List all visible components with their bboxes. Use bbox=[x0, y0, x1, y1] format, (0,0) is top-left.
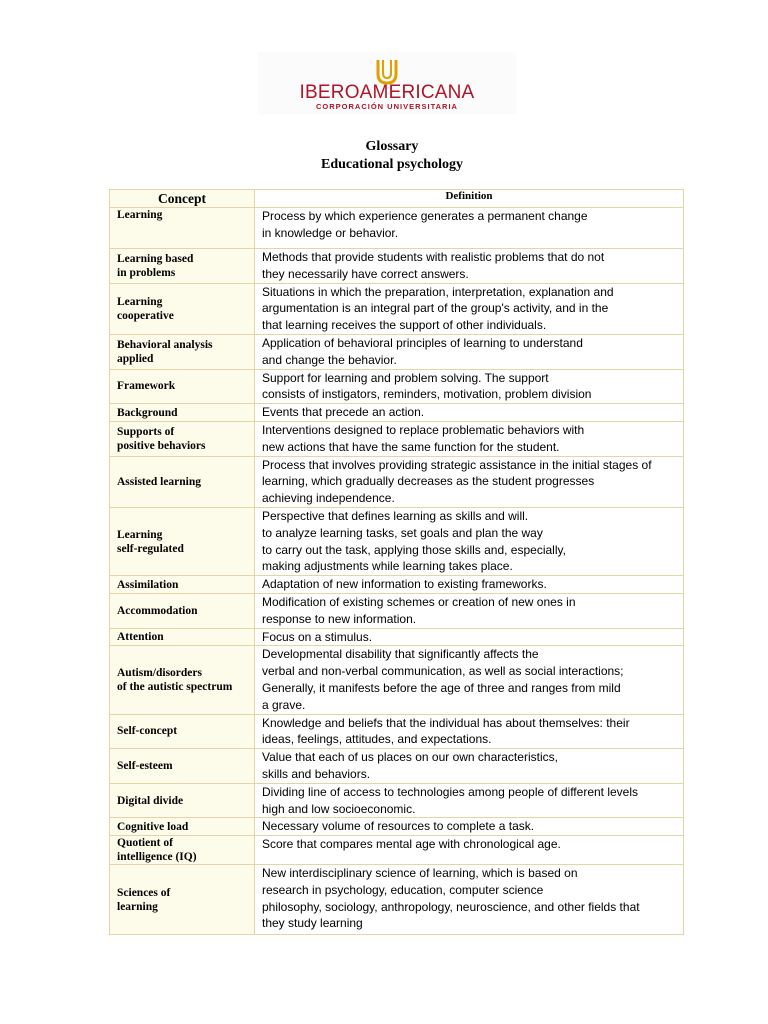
definition-cell bbox=[255, 749, 684, 784]
table-row bbox=[110, 369, 684, 404]
concept-line: Quotient of bbox=[117, 837, 173, 850]
table-row bbox=[110, 749, 684, 784]
definition-line: Events that precede an action. bbox=[262, 405, 425, 420]
concept-cell bbox=[110, 404, 255, 422]
table-row bbox=[110, 283, 684, 334]
definition-cell bbox=[255, 283, 684, 334]
definition-line: to analyze learning tasks, set goals and plan the way bbox=[262, 525, 543, 540]
definition-line: Support for learning and problem solving. The support bbox=[262, 370, 549, 385]
definition-line: a grave. bbox=[262, 697, 306, 712]
definition-cell bbox=[255, 576, 684, 594]
concept-line: Learning bbox=[117, 209, 163, 221]
definition-line: achieving independence. bbox=[262, 491, 395, 506]
table-row bbox=[110, 593, 684, 628]
definition-line: Generally, it manifests before the age of three and ranges from mild bbox=[262, 680, 621, 695]
definition-line: Interventions designed to replace problematic behaviors with bbox=[262, 422, 585, 437]
definition-cell bbox=[255, 456, 684, 507]
concept-line: Self-concept bbox=[117, 725, 178, 738]
table-row bbox=[110, 818, 684, 836]
concept-cell bbox=[110, 421, 255, 456]
concept-line: self-regulated bbox=[117, 542, 184, 555]
table-row bbox=[110, 249, 684, 284]
concept-line: Behavioral analysis bbox=[117, 338, 213, 351]
table-header-row bbox=[110, 190, 684, 208]
concept-cell bbox=[110, 818, 255, 836]
concept-cell bbox=[110, 749, 255, 784]
concept-cell bbox=[110, 456, 255, 507]
definition-cell bbox=[255, 593, 684, 628]
definition-cell bbox=[255, 783, 684, 818]
concept-line: Learning bbox=[117, 295, 163, 308]
concept-line: cooperative bbox=[117, 309, 174, 322]
concept-line: Assisted learning bbox=[117, 475, 202, 488]
concept-line: Background bbox=[117, 406, 178, 419]
definition-cell bbox=[255, 646, 684, 714]
definition-line: Focus on a stimulus. bbox=[262, 629, 373, 644]
table-row bbox=[110, 836, 684, 865]
definition-line: Situations in which the preparation, interpretation, explanation and bbox=[262, 284, 614, 299]
definition-line: Value that each of us places on our own characteristics, bbox=[262, 750, 558, 765]
concept-cell bbox=[110, 628, 255, 646]
definition-line: Score that compares mental age with chronological age. bbox=[262, 837, 561, 852]
definition-cell bbox=[255, 369, 684, 404]
concept-line: Sciences of bbox=[117, 886, 171, 899]
document-subtitle: Educational psychology bbox=[321, 157, 463, 172]
table-row bbox=[110, 646, 684, 714]
definition-line: ideas, feelings, attitudes, and expectations. bbox=[262, 732, 492, 747]
concept-line: Self-esteem bbox=[117, 759, 173, 772]
definition-line: in knowledge or behavior. bbox=[262, 225, 399, 240]
table-row bbox=[110, 456, 684, 507]
concept-cell bbox=[110, 208, 255, 249]
definition-line: that learning receives the support of other individuals. bbox=[262, 318, 547, 333]
definition-line: high and low socioeconomic. bbox=[262, 801, 416, 816]
concept-line: Supports of bbox=[117, 425, 175, 438]
definition-cell bbox=[255, 208, 684, 249]
definition-line: Process that involves providing strategic assistance in the initial stages of bbox=[262, 457, 652, 472]
concept-line: Framework bbox=[117, 380, 176, 393]
definition-line: Modification of existing schemes or creation of new ones in bbox=[262, 594, 576, 609]
table-row bbox=[110, 404, 684, 422]
concept-line: intelligence (IQ) bbox=[117, 851, 197, 864]
concept-line: Digital divide bbox=[117, 794, 184, 807]
definition-line: they necessarily have correct answers. bbox=[262, 266, 469, 281]
concept-line: Cognitive load bbox=[117, 820, 189, 833]
table-row bbox=[110, 334, 684, 369]
concept-cell bbox=[110, 576, 255, 594]
definition-line: research in psychology, education, computer science bbox=[262, 882, 544, 897]
definition-cell bbox=[255, 628, 684, 646]
definition-line: Knowledge and beliefs that the individual has about themselves: their bbox=[262, 715, 630, 730]
definition-column-header: Definition bbox=[255, 190, 684, 208]
definition-cell bbox=[255, 404, 684, 422]
definition-line: philosophy, sociology, anthropology, neuroscience, and other fields that bbox=[262, 899, 640, 914]
definition-line: argumentation is an integral part of the group's activity, and in the bbox=[262, 301, 609, 316]
table-row bbox=[110, 628, 684, 646]
concept-line: Attention bbox=[117, 630, 164, 643]
definition-line: new actions that have the same function for the student. bbox=[262, 439, 560, 454]
concept-line: Learning based bbox=[117, 252, 194, 265]
table-row bbox=[110, 865, 684, 935]
concept-cell bbox=[110, 836, 255, 865]
definition-line: Application of behavioral principles of learning to understand bbox=[262, 335, 583, 350]
definition-cell bbox=[255, 421, 684, 456]
concept-cell bbox=[110, 334, 255, 369]
concept-line: Assimilation bbox=[117, 578, 179, 591]
concept-line: Learning bbox=[117, 528, 163, 541]
concept-line: applied bbox=[117, 352, 154, 365]
definition-line: to carry out the task, applying those skills and, especially, bbox=[262, 542, 566, 557]
definition-cell bbox=[255, 818, 684, 836]
logo-name: IBEROAMERICANA bbox=[299, 82, 475, 103]
definition-line: and change the behavior. bbox=[262, 352, 397, 367]
concept-line: of the autistic spectrum bbox=[117, 680, 233, 693]
definition-line: skills and behaviors. bbox=[262, 766, 371, 781]
definition-cell bbox=[255, 714, 684, 749]
table-row bbox=[110, 507, 684, 575]
definition-cell bbox=[255, 836, 684, 865]
concept-line: Autism/disorders bbox=[117, 666, 202, 679]
definition-line: Dividing line of access to technologies among people of different levels bbox=[262, 784, 639, 799]
definition-line: Perspective that defines learning as skills and will. bbox=[262, 508, 529, 523]
document-title: Glossary bbox=[365, 139, 419, 154]
concept-line: in problems bbox=[117, 266, 176, 279]
definition-line: consists of instigators, reminders, motivation, problem division bbox=[262, 387, 592, 402]
definition-line: Necessary volume of resources to complete a task. bbox=[262, 819, 535, 834]
document-heading bbox=[0, 138, 768, 174]
concept-line: positive behaviors bbox=[117, 439, 206, 452]
glossary-table bbox=[109, 189, 684, 935]
logo-subtitle: CORPORACIÓN UNIVERSITARIA bbox=[316, 102, 458, 111]
definition-cell bbox=[255, 334, 684, 369]
definition-cell bbox=[255, 865, 684, 935]
concept-cell bbox=[110, 249, 255, 284]
concept-cell bbox=[110, 369, 255, 404]
university-logo bbox=[258, 52, 516, 114]
definition-line: New interdisciplinary science of learning, which is based on bbox=[262, 866, 578, 881]
concept-line: learning bbox=[117, 900, 158, 913]
concept-cell bbox=[110, 507, 255, 575]
definition-line: they study learning bbox=[262, 916, 363, 931]
table-row bbox=[110, 208, 684, 249]
table-row bbox=[110, 421, 684, 456]
concept-cell bbox=[110, 593, 255, 628]
concept-cell bbox=[110, 283, 255, 334]
concept-cell bbox=[110, 865, 255, 935]
definition-cell bbox=[255, 249, 684, 284]
glossary-body bbox=[110, 208, 684, 935]
definition-line: making adjustments while learning takes place. bbox=[262, 559, 513, 574]
table-row bbox=[110, 714, 684, 749]
table-row bbox=[110, 576, 684, 594]
definition-line: Process by which experience generates a permanent change bbox=[262, 209, 588, 223]
concept-line: Accommodation bbox=[117, 604, 198, 617]
concept-cell bbox=[110, 714, 255, 749]
concept-cell bbox=[110, 646, 255, 714]
definition-line: verbal and non-verbal communication, as well as social interactions; bbox=[262, 664, 624, 679]
concept-cell bbox=[110, 783, 255, 818]
table-row bbox=[110, 783, 684, 818]
definition-line: Adaptation of new information to existing frameworks. bbox=[262, 577, 547, 592]
definition-line: Developmental disability that significantly affects the bbox=[262, 647, 539, 662]
definition-line: learning, which gradually decreases as the student progresses bbox=[262, 474, 595, 489]
definition-line: Methods that provide students with realistic problems that do not bbox=[262, 250, 605, 264]
concept-column-header: Concept bbox=[110, 190, 255, 208]
definition-cell bbox=[255, 507, 684, 575]
definition-line: response to new information. bbox=[262, 611, 417, 626]
